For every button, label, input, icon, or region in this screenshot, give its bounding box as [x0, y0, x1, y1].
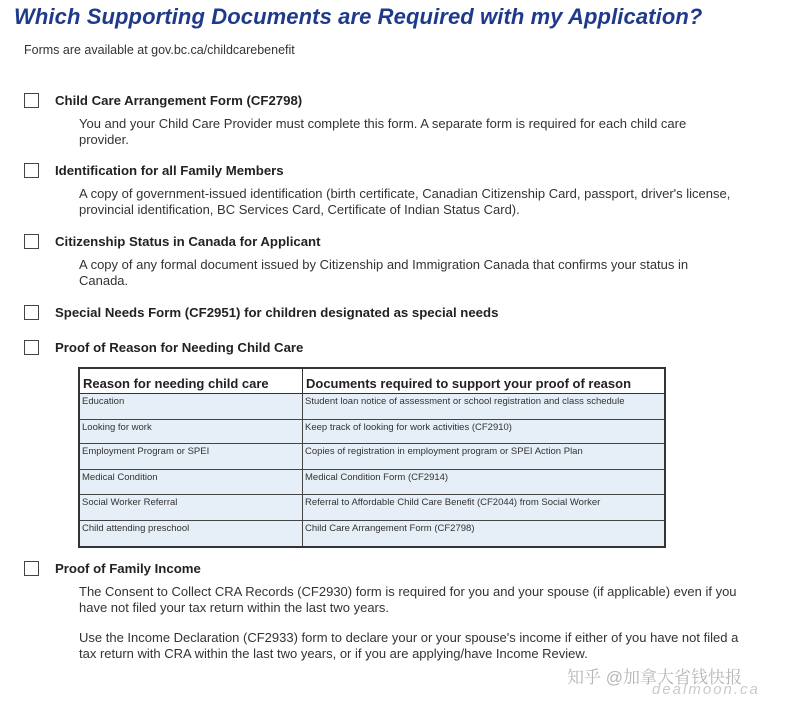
item-label: Special Needs Form (CF2951) for children designated as special needs — [55, 305, 499, 320]
table-row — [79, 444, 665, 470]
checklist-item-child-care-arrangement — [24, 93, 784, 162]
item-label: Identification for all Family Members — [55, 163, 284, 178]
table-cell-reason: Looking for work — [79, 420, 303, 444]
checkbox[interactable] — [24, 340, 39, 355]
checklist-item-identification — [24, 163, 784, 232]
checklist-item-special-needs — [24, 305, 784, 320]
table-cell-documents: Medical Condition Form (CF2914) — [303, 470, 666, 495]
table-cell-reason: Child attending preschool — [79, 521, 303, 547]
table-cell-reason: Medical Condition — [79, 470, 303, 495]
checklist-item-family-income — [24, 561, 784, 676]
checkbox[interactable] — [24, 234, 39, 249]
item-description — [79, 186, 739, 218]
item-description — [79, 584, 739, 662]
checklist-item-citizenship-status — [24, 234, 784, 303]
table-cell-documents: Student loan notice of assessment or school registration and class schedule — [303, 394, 666, 420]
item-description — [79, 257, 739, 289]
table-row — [79, 394, 665, 420]
table-header-documents: Documents required to support your proof of reason — [303, 368, 666, 394]
checkbox[interactable] — [24, 163, 39, 178]
table-header-row — [79, 368, 665, 394]
checkbox[interactable] — [24, 93, 39, 108]
proof-of-reason-table — [78, 367, 666, 548]
table-cell-documents: Child Care Arrangement Form (CF2798) — [303, 521, 666, 547]
table-row — [79, 420, 665, 444]
table-row — [79, 495, 665, 521]
item-label: Proof of Reason for Needing Child Care — [55, 340, 304, 355]
watermark-dealmoon: dealmoon.ca — [652, 681, 760, 698]
item-label: Citizenship Status in Canada for Applicant — [55, 234, 321, 249]
checkbox[interactable] — [24, 305, 39, 320]
item-description-text: Use the Income Declaration (CF2933) form to declare your or your spouse's income if either of you have not filed a tax return with CRA within the last two years, or if you are applying/have Income Review. — [79, 630, 739, 661]
item-label: Proof of Family Income — [55, 561, 201, 576]
table-cell-reason: Social Worker Referral — [79, 495, 303, 521]
item-description-text: The Consent to Collect CRA Records (CF2930) form is required for you and your spouse (if applicable) even if you have not filed your tax return within the last two years. — [79, 584, 737, 615]
item-description-text: A copy of any formal document issued by Citizenship and Immigration Canada that confirms your status in Canada. — [79, 257, 689, 288]
table-cell-documents: Keep track of looking for work activities (CF2910) — [303, 420, 666, 444]
forms-availability-note: Forms are available at gov.bc.ca/childcarebenefit — [24, 43, 295, 57]
item-label: Child Care Arrangement Form (CF2798) — [55, 93, 303, 108]
watermark-zhihu: 知乎 @加拿大省钱快报 — [567, 668, 742, 687]
page-title: Which Supporting Documents are Required with my Application? — [14, 4, 703, 29]
table-row — [79, 470, 665, 495]
item-description — [79, 116, 739, 148]
table-cell-reason: Employment Program or SPEI — [79, 444, 303, 470]
item-description-text: You and your Child Care Provider must complete this form. A separate form is required for each child care provider. — [79, 116, 687, 147]
item-description-text: A copy of government-issued identification (birth certificate, Canadian Citizenship Card, passport, driver's license, provincial identification, BC Services Card, Certificate of Indian Status Card). — [79, 186, 731, 217]
table-cell-documents: Referral to Affordable Child Care Benefit (CF2044) from Social Worker — [303, 495, 666, 521]
checklist-item-proof-of-reason — [24, 340, 784, 355]
table-cell-reason: Education — [79, 394, 303, 420]
table-header-reason: Reason for needing child care — [79, 368, 303, 394]
table-cell-documents: Copies of registration in employment program or SPEI Action Plan — [303, 444, 666, 470]
checkbox[interactable] — [24, 561, 39, 576]
table-row — [79, 521, 665, 547]
